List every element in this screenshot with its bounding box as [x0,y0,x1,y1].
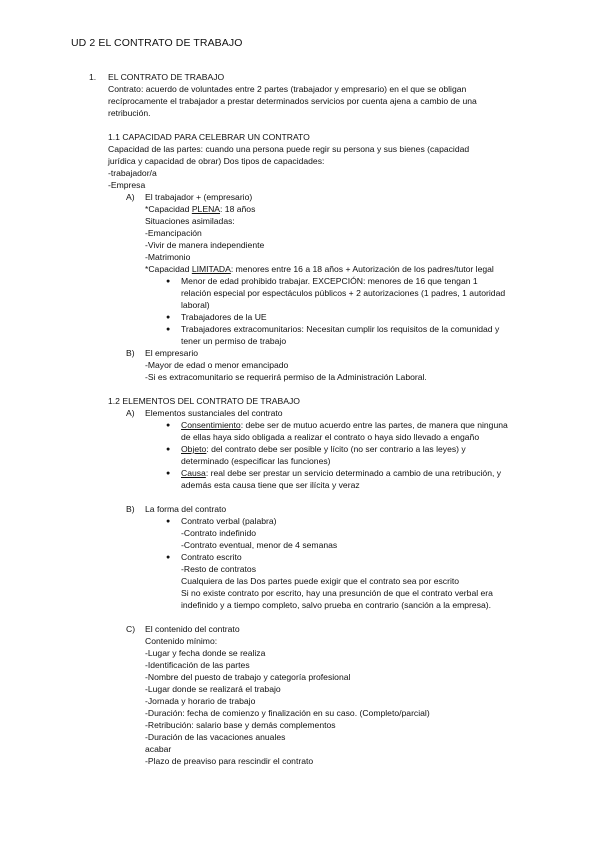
written-contract-line: Si no existe contrato por escrito, hay una presunción de que el contrato verbal era [181,588,493,598]
bullet-text: Menor de edad prohibido trabajar. EXCEPCIÓN: menores de 16 que tengan 1 [181,276,478,286]
content-line: -Lugar y fecha donde se realiza [145,648,266,658]
assimilated-situation: -Matrimonio [145,252,191,262]
section-1-2-heading: 1.2 ELEMENTOS DEL CONTRATO DE TRABAJO [108,396,300,406]
list-marker-a: A) [126,192,135,202]
limited-capacity-line: *Capacidad LIMITADA: menores entre 16 a 18 años + Autorización de los padres/tutor legal [145,264,494,274]
verbal-contract-line: Contrato verbal (palabra) [181,516,277,526]
list-marker-c: C) [126,624,136,634]
verbal-contract-line: -Contrato indefinido [181,528,257,538]
written-contract-line: indefinido y a tiempo completo, salvo prueba en contrario (sanción a la empresa). [181,600,492,610]
page-title: UD 2 EL CONTRATO DE TRABAJO [71,37,243,49]
bullet-icon: ● [166,446,171,453]
form-heading: La forma del contrato [145,504,227,514]
bullet-icon: ● [166,518,171,525]
written-contract-line: Cualquiera de las Dos partes puede exigir que el contrato sea por escrito [181,576,460,586]
content-line: -Retribución: salario base y demás complementos [145,720,336,730]
section-1-1-text: -Empresa [108,180,146,190]
section-1-number: 1. [89,72,97,82]
object-line: Objeto: del contrato debe ser posible y lícito (no ser contrario a las leyes) y [181,444,466,454]
section-1-1-text: jurídica y capacidad de obrar) Dos tipos de capacidades: [108,156,325,166]
list-marker-a: A) [126,408,135,418]
elements-heading: Elementos sustanciales del contrato [145,408,283,418]
consent-line: de ellas haya sido obligada a realizar el contrato o haya sido llevado a engaño [181,432,480,442]
bullet-text: Trabajadores de la UE [181,312,267,322]
list-marker-b: B) [126,348,135,358]
content-line: -Lugar donde se realizará el trabajo [145,684,281,694]
list-marker-b: B) [126,504,135,514]
written-contract-line: Contrato escrito [181,552,242,562]
bullet-text: Trabajadores extracomunitarios: Necesitan cumplir los requisitos de la comunidad y [181,324,500,334]
content-line: -Nombre del puesto de trabajo y categoría profesional [145,672,351,682]
content-line: Contenido mínimo: [145,636,218,646]
assimilated-situation: -Vivir de manera independiente [145,240,265,250]
cause-line: Causa: real debe ser prestar un servicio determinado a cambio de una retribución, y [181,468,502,478]
employer-line: -Si es extracomunitario se requerirá permiso de la Administración Laboral. [145,372,427,382]
content-line: -Jornada y horario de trabajo [145,696,256,706]
content-line: -Duración de las vacaciones anuales [145,732,286,742]
written-contract-line: -Resto de contratos [181,564,256,574]
section-1-1-text: -trabajador/a [108,168,157,178]
content-line: acabar [145,744,172,754]
bullet-icon: ● [166,278,171,285]
section-1-heading: EL CONTRATO DE TRABAJO [108,72,225,82]
content-line: -Identificación de las partes [145,660,250,670]
content-line: -Plazo de preaviso para rescindir el contrato [145,756,314,766]
verbal-contract-line: -Contrato eventual, menor de 4 semanas [181,540,338,550]
section-1-paragraph-line: Contrato: acuerdo de voluntades entre 2 partes (trabajador y empresario) en el que se obligan [108,84,467,94]
assimilated-situation: Situaciones asimiladas: [145,216,235,226]
assimilated-situation: -Emancipación [145,228,202,238]
worker-heading: El trabajador + (empresario) [145,192,253,202]
consent-line: Consentimiento: debe ser de mutuo acuerdo entre las partes, de manera que ninguna [181,420,508,430]
object-line: determinado (especificar las funciones) [181,456,331,466]
bullet-text: relación especial por espectáculos públicos + 2 autorizaciones (1 padres, 1 autoridad [181,288,506,298]
full-capacity-line: *Capacidad PLENA: 18 años [145,204,256,214]
bullet-text: laboral) [181,300,210,310]
section-1-paragraph-line: recíprocamente el trabajador a prestar determinados servicios por cuenta ajena a cambio de una [108,96,477,106]
bullet-icon: ● [166,314,171,321]
bullet-icon: ● [166,554,171,561]
section-1-1-text: Capacidad de las partes: cuando una persona puede regir su persona y sus bienes (capacidad [108,144,470,154]
section-1-paragraph-line: retribución. [108,108,151,118]
section-1-1-heading: 1.1 CAPACIDAD PARA CELEBRAR UN CONTRATO [108,132,310,142]
bullet-icon: ● [166,326,171,333]
employer-line: -Mayor de edad o menor emancipado [145,360,289,370]
content-heading: El contenido del contrato [145,624,240,634]
content-line: -Duración: fecha de comienzo y finalización en su caso. (Completo/parcial) [145,708,430,718]
employer-heading: El empresario [145,348,199,358]
cause-line: además esta causa tiene que ser ilícita y veraz [181,480,360,490]
bullet-icon: ● [166,470,171,477]
bullet-icon: ● [166,422,171,429]
bullet-text: tener un permiso de trabajo [181,336,287,346]
